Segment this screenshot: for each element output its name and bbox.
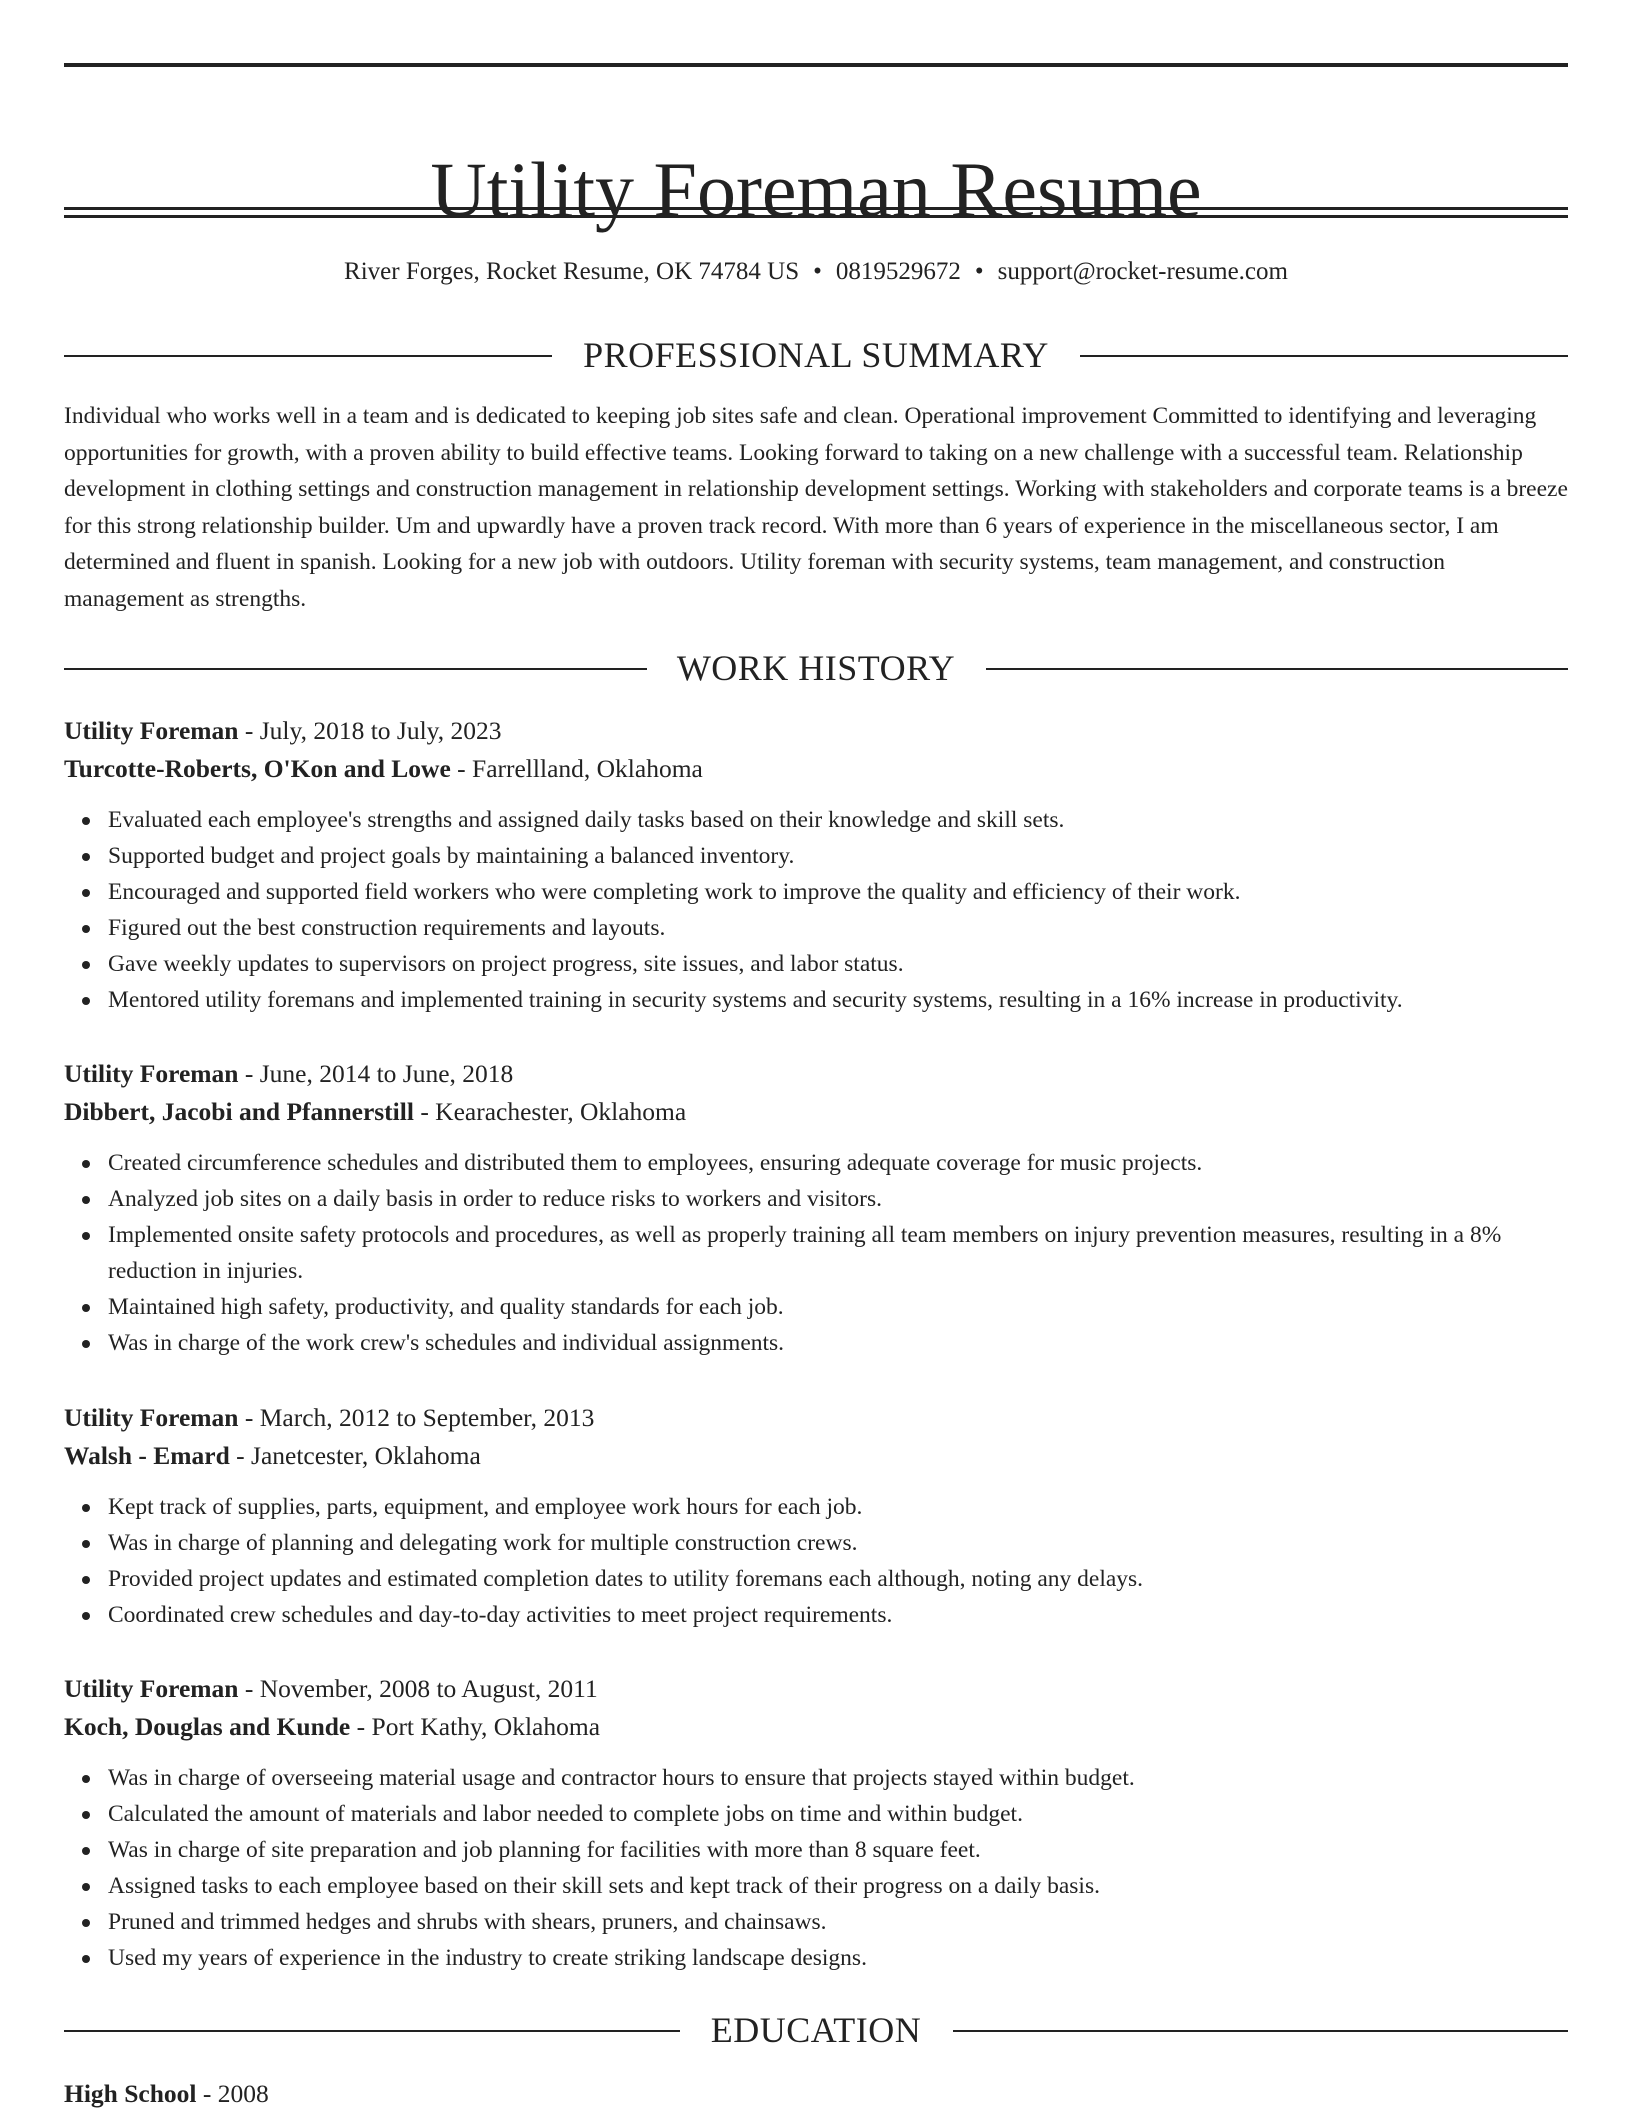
job-location: - Kearachester, Oklahoma [413, 1097, 687, 1126]
title-rule-lower [64, 215, 1568, 218]
job-location: - Farrellland, Oklahoma [450, 754, 703, 783]
job-company: Dibbert, Jacobi and Pfannerstill [64, 1097, 414, 1126]
job-title: Utility Foreman [64, 1674, 239, 1703]
job-company-line [64, 750, 1568, 788]
section-rule-right [986, 668, 1568, 670]
job-dates: - July, 2018 to July, 2023 [238, 716, 502, 745]
job-bullets [64, 802, 1568, 1018]
contact-separator: • [974, 258, 984, 285]
job-bullet: Calculated the amount of materials and labor needed to complete jobs on time and within budget. [108, 1796, 1568, 1832]
job-company: Turcotte-Roberts, O'Kon and Lowe [64, 754, 451, 783]
job-bullet: Mentored utility foremans and implemented training in security systems and security systems, resulting in a 16% increase in productivity. [108, 982, 1568, 1018]
job-bullet: Pruned and trimmed hedges and shrubs with shears, pruners, and chainsaws. [108, 1904, 1568, 1940]
job-dates: - June, 2014 to June, 2018 [238, 1059, 514, 1088]
section-header-education [64, 2005, 1568, 2055]
contact-address: River Forges, Rocket Resume, OK 74784 US [344, 258, 800, 285]
job-company-line [64, 1437, 1568, 1475]
job-title-line [64, 1670, 1568, 1708]
job-bullet: Was in charge of planning and delegating work for multiple construction crews. [108, 1525, 1568, 1561]
job-bullet: Was in charge of the work crew's schedules and individual assignments. [108, 1325, 1568, 1361]
job-bullet: Gave weekly updates to supervisors on project progress, site issues, and labor status. [108, 946, 1568, 982]
section-title-work: WORK HISTORY [676, 648, 956, 688]
job-bullet: Kept track of supplies, parts, equipment, and employee work hours for each job. [108, 1489, 1568, 1525]
top-rule [64, 63, 1568, 67]
contact-line [64, 254, 1568, 290]
job-entry [64, 1399, 1568, 1633]
job-bullet: Implemented onsite safety protocols and procedures, as well as properly training all team members on injury prevention measures, resulting in a 8% reduction in injuries. [108, 1217, 1568, 1289]
section-title-education: EDUCATION [710, 2010, 922, 2050]
job-company-line [64, 1708, 1568, 1746]
summary-text: Individual who works well in a team and is dedicated to keeping job sites safe and clean. Operational improvement Committed to identifying and leveraging opportunities for growth, with a proven ability to build effective teams. Looking forward to taking on a new challenge with a successful team. Relationship development in clothing settings and construction management in relationship development settings. Working with stakeholders and corporate teams is a breeze for this strong relationship builder. Um and upwardly have a proven track record. With more than 6 years of experience in the miscellaneous sector, I am determined and fluent in spanish. Looking for a new job with outdoors. Utility foreman with security systems, team management, and construction management as strengths. [64, 403, 1568, 612]
job-entry [64, 1055, 1568, 1361]
job-company: Koch, Douglas and Kunde [64, 1712, 351, 1741]
job-bullet: Analyzed job sites on a daily basis in order to reduce risks to workers and visitors. [108, 1181, 1568, 1217]
contact-separator: • [813, 258, 822, 285]
job-dates: - November, 2008 to August, 2011 [238, 1674, 598, 1703]
job-company-line [64, 1093, 1568, 1131]
job-bullet: Was in charge of site preparation and job planning for facilities with more than 8 square feet. [108, 1832, 1568, 1868]
job-bullet: Maintained high safety, productivity, and quality standards for each job. [108, 1289, 1568, 1325]
job-bullet: Coordinated crew schedules and day-to-day activities to meet project requirements. [108, 1597, 1568, 1633]
job-bullet: Encouraged and supported field workers who were completing work to improve the quality and efficiency of their work. [108, 874, 1568, 910]
job-title-line [64, 1399, 1568, 1437]
job-bullet: Supported budget and project goals by maintaining a balanced inventory. [108, 838, 1568, 874]
job-title: Utility Foreman [64, 1059, 239, 1088]
job-location: - Janetcester, Oklahoma [229, 1441, 481, 1470]
job-bullet: Was in charge of overseeing material usage and contractor hours to ensure that projects stayed within budget. [108, 1760, 1568, 1796]
contact-phone: 0819529672 [835, 258, 961, 285]
job-entry [64, 1670, 1568, 1976]
job-bullet: Figured out the best construction requirements and layouts. [108, 910, 1568, 946]
contact-email: support@rocket-resume.com [997, 258, 1288, 285]
section-rule-right [953, 2030, 1568, 2032]
education-entry [64, 2075, 269, 2113]
job-bullet: Evaluated each employee's strengths and assigned daily tasks based on their knowledge and skill sets. [108, 802, 1568, 838]
job-entry [64, 712, 1568, 1018]
job-title-line [64, 712, 1568, 750]
job-dates: - March, 2012 to September, 2013 [238, 1403, 595, 1432]
job-bullets [64, 1489, 1568, 1633]
job-bullets [64, 1145, 1568, 1361]
job-bullets [64, 1760, 1568, 1976]
job-bullet: Provided project updates and estimated completion dates to utility foremans each although, noting any delays. [108, 1561, 1568, 1597]
job-company: Walsh - Emard [64, 1441, 230, 1470]
section-header-summary [64, 330, 1568, 380]
job-bullet: Assigned tasks to each employee based on their skill sets and kept track of their progress on a daily basis. [108, 1868, 1568, 1904]
education-year: - 2008 [196, 2079, 269, 2108]
resume-title: Utility Foreman Resume [430, 146, 1202, 234]
job-bullet: Used my years of experience in the industry to create striking landscape designs. [108, 1940, 1568, 1976]
job-title-line [64, 1055, 1568, 1093]
job-location: - Port Kathy, Oklahoma [350, 1712, 601, 1741]
job-title: Utility Foreman [64, 1403, 239, 1432]
section-rule-right [1080, 355, 1568, 357]
section-header-work [64, 643, 1568, 693]
education-degree: High School [64, 2079, 197, 2108]
job-title: Utility Foreman [64, 716, 239, 745]
job-bullet: Created circumference schedules and distributed them to employees, ensuring adequate coverage for music projects. [108, 1145, 1568, 1181]
title-rule-upper [64, 207, 1568, 210]
section-title-summary: PROFESSIONAL SUMMARY [583, 335, 1049, 375]
